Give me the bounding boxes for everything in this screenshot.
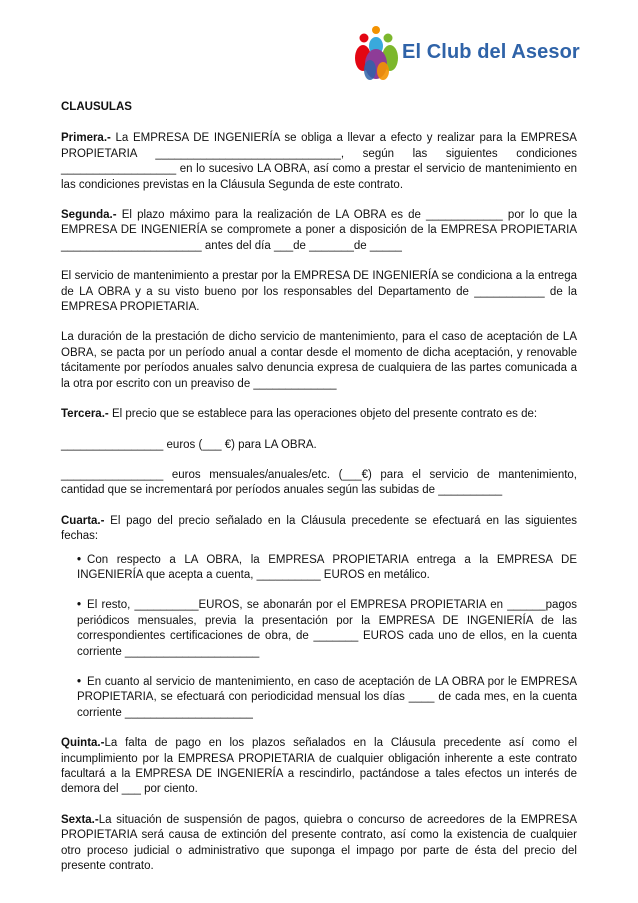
paragraph-duracion: La duración de la prestación de dicho servicio de mantenimiento, para el caso de aceptación de LA OBRA, se pacta por un período anual a contar desde el momento de dicha aceptación, y renovable tácitamente por períodos anuales salvo denuncia expresa de cualquiera de las partes comunicada a la otra por escrito con un preaviso de _____________ — [61, 331, 577, 390]
brand-figures-icon — [352, 24, 402, 84]
clause-text: El pago del precio señalado en la Cláusula precedente se efectuará en las siguientes fechas: — [61, 514, 577, 543]
clause-label: Sexta.- — [61, 813, 99, 826]
clause-cuarta — [61, 514, 577, 545]
list-item — [77, 675, 577, 721]
clause-tercera — [61, 407, 577, 422]
list-item — [77, 598, 577, 660]
list-item-text: En cuanto al servicio de mantenimiento, en caso de aceptación de LA OBRA por le EMPRESA PROPIETARIA, se efectuará con periodicidad mensual los días ____ de cada mes, en la cuenta corriente ____________________ — [77, 675, 577, 719]
brand-logo — [352, 24, 582, 84]
clause-text: El precio que se establece para las operaciones objeto del presente contrato es de: — [111, 408, 538, 421]
bullet-icon: • — [77, 553, 82, 566]
brand-name: El Club del Asesor — [402, 41, 580, 63]
clause-label: Primera.- — [61, 132, 111, 145]
document-title: CLAUSULAS — [61, 101, 132, 113]
paragraph-servicio: El servicio de mantenimiento a prestar por la EMPRESA DE INGENIERÍA se condiciona a la entrega de LA OBRA y a su visto bueno por los responsables del Departamento de ___________ de la EMPRESA PROPIETARIA. — [61, 270, 577, 314]
bullet-icon: • — [77, 675, 82, 688]
list-item — [77, 553, 577, 584]
document-body — [61, 100, 577, 889]
clause-label: Quinta.- — [61, 737, 105, 750]
clause-label: Tercera.- — [61, 408, 109, 421]
list-item-text: El resto, __________EUROS, se abonarán por el EMPRESA PROPIETARIA en ______pagos periódicos mensuales, previa la presentación por la EMPRESA DE INGENIERÍA de las correspondientes certificaciones de obra, de _______ EUROS cada uno de ellos, en la cuenta corriente _____________________ — [77, 599, 577, 658]
clause-sexta — [61, 813, 577, 875]
paragraph-precio-obra: ________________ euros (___ €) para LA OBRA. — [61, 438, 317, 451]
clause-primera — [61, 131, 577, 193]
clause-text: La EMPRESA DE INGENIERÍA se obliga a llevar a efecto y realizar para la EMPRESA PROPIETARIA _____________________________, según las siguientes condiciones __________________ en lo sucesivo LA OBRA, así como a prestar el servicio de mantenimiento en las condiciones previstas en la Cláusula Segunda de este contrato. — [61, 132, 577, 191]
clause-segunda — [61, 208, 577, 254]
list-item-text: Con respecto a LA OBRA, la EMPRESA PROPIETARIA entrega a la EMPRESA DE INGENIERÍA que acepta a cuenta, __________ EUROS en metálico. — [77, 553, 577, 581]
clause-text: El plazo máximo para la realización de LA OBRA es de ____________ por lo que la EMPRESA DE INGENIERÍA se compromete a poner a disposición de la EMPRESA PROPIETARIA ______________________ antes del día ___de _______de _____ — [61, 209, 577, 252]
clause-text: La falta de pago en los plazos señalados en la Cláusula precedente así como el incumplimiento por la EMPRESA PROPIETARIA de cualquier obligación inherente a este contrato facultará a la EMPRESA DE INGENIERÍA a rescindirlo, pactándose a tales efectos un interés de demora del ___ por ciento. — [61, 737, 577, 796]
clause-label: Cuarta.- — [61, 514, 105, 527]
payment-list — [61, 553, 577, 722]
clause-label: Segunda.- — [61, 209, 117, 222]
paragraph-precio-mantenimiento: ________________ euros mensuales/anuales/etc. (___€) para el servicio de mantenimiento, cantidad que se incrementará por períodos anuales según las subidas de __________ — [61, 468, 577, 497]
clause-quinta — [61, 736, 577, 798]
clause-text: La situación de suspensión de pagos, quiebra o concurso de acreedores de la EMPRESA PROPIETARIA será causa de extinción del presente contrato, así como la existencia de cualquier otro proceso judicial o administrativo que suponga el impago por parte de ésta del precio del presente contrato. — [61, 813, 577, 873]
bullet-icon: • — [77, 599, 82, 612]
